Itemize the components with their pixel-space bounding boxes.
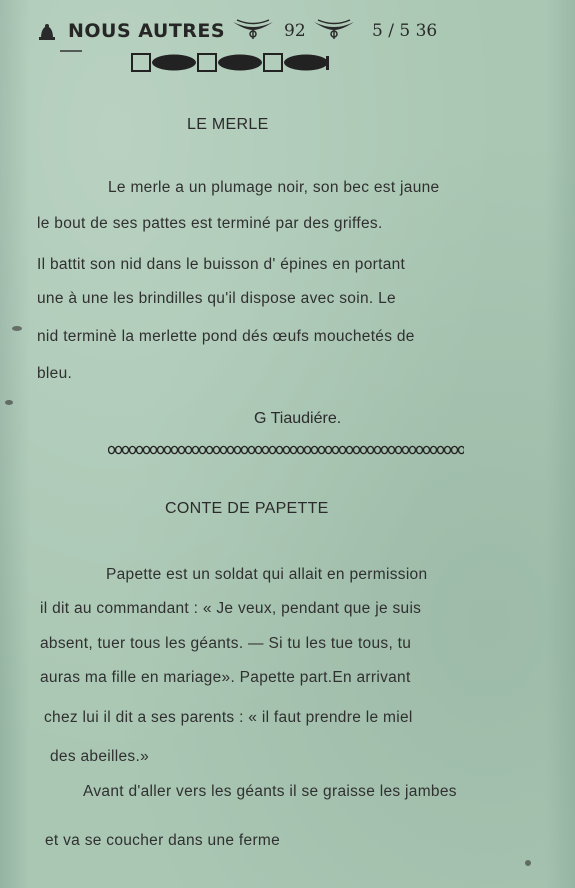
text-line: et va se coucher dans une ferme [45, 832, 281, 849]
issue-date: 5 / 5 36 [372, 21, 438, 41]
signature: G Tiaudiére. [254, 410, 342, 427]
text-line: chez lui il dit a ses parents : « il faut prendre le miel [44, 709, 413, 726]
text-line: le bout de ses pattes est terminé par des griffes. [37, 215, 383, 232]
text-line: bleu. [37, 365, 73, 382]
story-title: LE MERLE [187, 116, 269, 133]
text-line: auras ma fille en mariage». Papette part.En arrivant [40, 669, 411, 686]
text-line: une à une les brindilles qu'il dispose avec soin. Le [37, 290, 396, 307]
text-line: Avant d'aller vers les géants il se graisse les jambes [83, 783, 457, 800]
ink-smudge [12, 326, 22, 331]
text-line: Il battit son nid dans le buisson d' épines en portant [37, 256, 406, 273]
text-line: Le merle a un plumage noir, son bec est jaune [108, 179, 440, 196]
text-line: nid terminè la merlette pond dés œufs mouchetés de [37, 328, 415, 345]
text-line: des abeilles.» [50, 748, 149, 765]
ink-smudge [5, 400, 13, 405]
story-title: CONTE DE PAPETTE [165, 500, 329, 517]
text-line: il dit au commandant : « Je veux, pendant que je suis [40, 600, 422, 617]
magazine-title: NOUS AUTRES [68, 20, 226, 42]
issue-number: 92 [284, 21, 306, 41]
text-line: absent, tuer tous les géants. — Si tu les tue tous, tu [40, 635, 412, 652]
text-line: Papette est un soldat qui allait en permission [106, 566, 428, 583]
ink-smudge [525, 860, 531, 866]
